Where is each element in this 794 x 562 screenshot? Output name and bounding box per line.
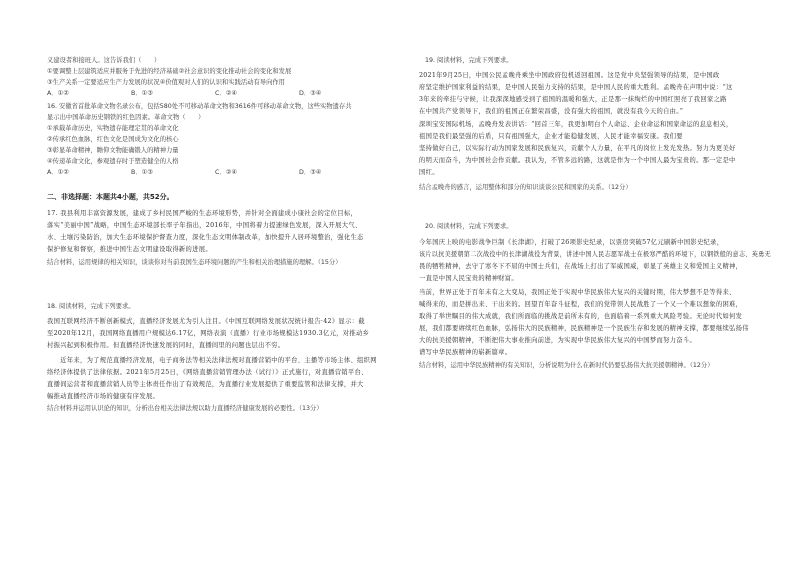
q18-header: 18. 阅读材料，完成下列要求。	[47, 303, 135, 310]
q20-material-line: 畏的牺牲精神，去守了寒冬下不屈的中国士兵们，在战场上打出了军威国威，彰显了英雄主义和爱国主义精神，	[419, 263, 743, 270]
q19-material-line: 2021年9月25日，中国公民孟晚舟乘坐中国政府包机返回祖国。这是党中央坚强领导的结果，是中国政	[419, 72, 720, 79]
q20-material-line: 喊得来的，而是拼出来、干出来的。回望百年奋斗征程，我们的党带领人民战胜了一个又一个难以想象的困难，	[419, 301, 743, 308]
q16-option-b[interactable]: B．①③	[131, 169, 153, 176]
q19-quote-line: 深圳宝安国际机场，孟晚舟发表讲话：“回首三年，我更加明白个人命运、企业命运和国家命运的息息相关，	[419, 121, 733, 128]
q19-material-line: 在中国共产党领导下，我们的祖国正在繁荣昌盛，没有强大的祖国，就没有我今天的自由。”	[419, 108, 684, 115]
q17-material-line: 保护修复和督察，推进中国生态文明建设取得新的进展。	[47, 246, 212, 253]
q19-quote-line: 祖国是我们最坚强的后盾，只有祖国强大，企业才能稳健发展，人民才能幸福安康。我们要	[419, 133, 683, 140]
q20-material-line: 大的抗美援朝精神，不断把伟大事业推向前进，为实现中华民族伟大复兴的中国梦而努力奋斗。	[419, 337, 697, 344]
q18-material-line: 直播间运营者和直播营销人员等主体责任作出了有效规范，为直播行业发展提供了重要监管和法律支撑，并大	[47, 381, 364, 388]
q18-material-line: 幅推动直播经济市场的健康有序发展。	[47, 393, 160, 400]
q19-material-line: 府坚定维护国家利益的结果，是中国人民强力支持的结果，是中国人民的重大胜利。孟晚舟在声明中说：“这	[419, 84, 733, 91]
q16-option-a[interactable]: A．①②	[47, 169, 69, 176]
q19-header: 19. 阅读材料，完成下列要求。	[425, 57, 513, 64]
q16-option-c[interactable]: C．②④	[215, 169, 237, 176]
q17-question: 结合材料，运用规律的相关知识，谈谈你对当前我国生态环境问题的产生和相关治理措施的理解。（15分）	[47, 259, 342, 266]
q16-option-d[interactable]: D．③④	[299, 169, 322, 176]
q20-material-line: 谱写中华民族精神的崭新篇章。	[419, 349, 512, 356]
q18-material-line: 至2020年12月，我国网络直播用户规模达6.17亿，网络表演（直播）行业市场规模达1930.3亿元，对推动乡	[47, 330, 370, 337]
q19-quote-line: 国红。	[419, 169, 439, 176]
q18-material-line: 络经济体提供了法律依据。2021年5月25日，《网络直播营销管理办法（试行）》正式施行，对直播营销平台、	[47, 369, 368, 376]
q18-material-line: 村振兴起到积极作用。但直播经济快速发展的同时，直播间里的问题也层出不穷。	[47, 342, 285, 349]
q15-statement-line: ③生产关系一定要适应生产力发展的状况④价值观对人们的认识和实践活动有导向作用	[47, 79, 285, 86]
q17-material-line: 落实“美丽中国”战略，中国生态环境部长率子年指出，2016年，中国将着力提速绿色发展，深入开展大气、	[47, 222, 362, 229]
q16-statement-line: ④传递革命文化，参观遗存时于塑造健全的人格	[47, 158, 179, 165]
q20-header: 20. 阅读材料，完成下列要求。	[425, 223, 513, 230]
q19-question: 结合孟晚舟的感言，运用整体和部分的知识谈谈公民和国家的关系。（12分）	[419, 184, 632, 191]
q19-quote-line: 坚持做好自己，以实际行动为国家发展和民族复兴，贡献个人力量，在平凡的岗位上发光发热。努力为更美好	[419, 145, 736, 152]
q19-quote-line: 的明天而奋斗，为中国社会作贡献。我认为，不管多远的路，这就是作为一个中国人最为宝贵的。那一定是中	[419, 157, 736, 164]
q15-option-a[interactable]: A．①②	[47, 90, 69, 97]
q17-material-line: 17. 我县利用丰富资源发展，建成了乡村民国严峻的生态环境形势，并针对全面建成小康社会的定位目标，	[47, 210, 358, 217]
q20-question: 结合材料，运用中华民族精神的有关知识，分析说明为什么在新时代仍要弘扬伟大抗美援朝精神。（12分）	[419, 362, 714, 369]
q18-material-line: 近年来，为了规范直播经济发展，电子商务法等相关法律法规对直播营销中的平台、主播等市场主体、组织网	[47, 357, 377, 364]
q15-option-d[interactable]: D．③④	[299, 90, 322, 97]
q15-intro-line: 义建设者和接班人。这告诉我们（ ）	[47, 57, 161, 64]
q15-option-c[interactable]: C．②④	[215, 90, 237, 97]
q16-statement-line: ③彰显革命精神，瞻仰文物能确锻人的精神力量	[47, 147, 179, 154]
q18-question: 结合材料并运用认识论的知识，分析出台相关法律法规以助力直播经济健康发展的必要性。（13分）	[47, 405, 323, 412]
q20-material-line: 当前，世界正处于百年未有之大变局，我国正处于实现中华民族伟大复兴的关键时期，伟大梦想不是等得来、	[419, 289, 736, 296]
q19-material-line: 3年来的牵挂与守候，让我深深地感受到了祖国的温暖和强大，正是那一抹绚烂的中国红照亮了我回家之路	[419, 96, 727, 103]
section-title: 二、非选择题：本题共4小题，共52分。	[47, 193, 174, 201]
q18-material-line: 我国互联网经济不断创新模式，直播经济发展尤为引人注目。《中国互联网络发展状况统计报告·42》显示：截	[47, 318, 365, 325]
q15-option-b[interactable]: B．①③	[131, 90, 153, 97]
q16-statement-line: ②传承红色血脉，红色文化是国成为文化的核心	[47, 136, 179, 143]
q16-statement-line: ①承载革命历史，实物遗存能理定贯的革命文化	[47, 125, 179, 132]
q20-material-line: 一直是中国人民宝贵的精神财富。	[419, 275, 518, 282]
q15-statement-line: ①要调整上层建筑适应并服务于先进的经济基础②社会意识的变化推动社会的变化和发展	[47, 68, 292, 75]
q20-material-line: 今年国庆上映的电影战争巨制《长津湖》，打破了26项影史纪录，以票房突破57亿元刷新中国影史纪录，	[419, 239, 724, 246]
q16-stem-line: 16. 安徽省首批革命文物名录公布，包括580处不可移动革命文物和3616件可移动革命文物，这些实物遗存共	[47, 103, 352, 110]
q20-material-line: 该片以抗美援朝第二次战役中的长津湖战役为背景，讲述中国人民志愿军战士在极寒严酷的环境下，以钢铁般的意志、英勇无	[419, 251, 771, 258]
q16-stem-line: 显示出中国革命历史钢铁的红色因素。革命文物（ ）	[47, 114, 205, 121]
q20-material-line: 展，我们都要赓续红色血脉，弘扬伟大的民族精神，民族精神是一个民族生存和发展的精神支撑，都要继续弘扬伟	[419, 325, 749, 332]
q17-material-line: 水、土壤污染防治，加大生态环境保护督查力度，深化生态文明体制改革，加快提升人居环境整治，强化生态	[47, 234, 364, 241]
q20-material-line: 取得了举世瞩目的伟大成就，我们所面临的挑战是前所未有的，也面临着一系列重大风险考验。无论时代如何发	[419, 313, 743, 320]
